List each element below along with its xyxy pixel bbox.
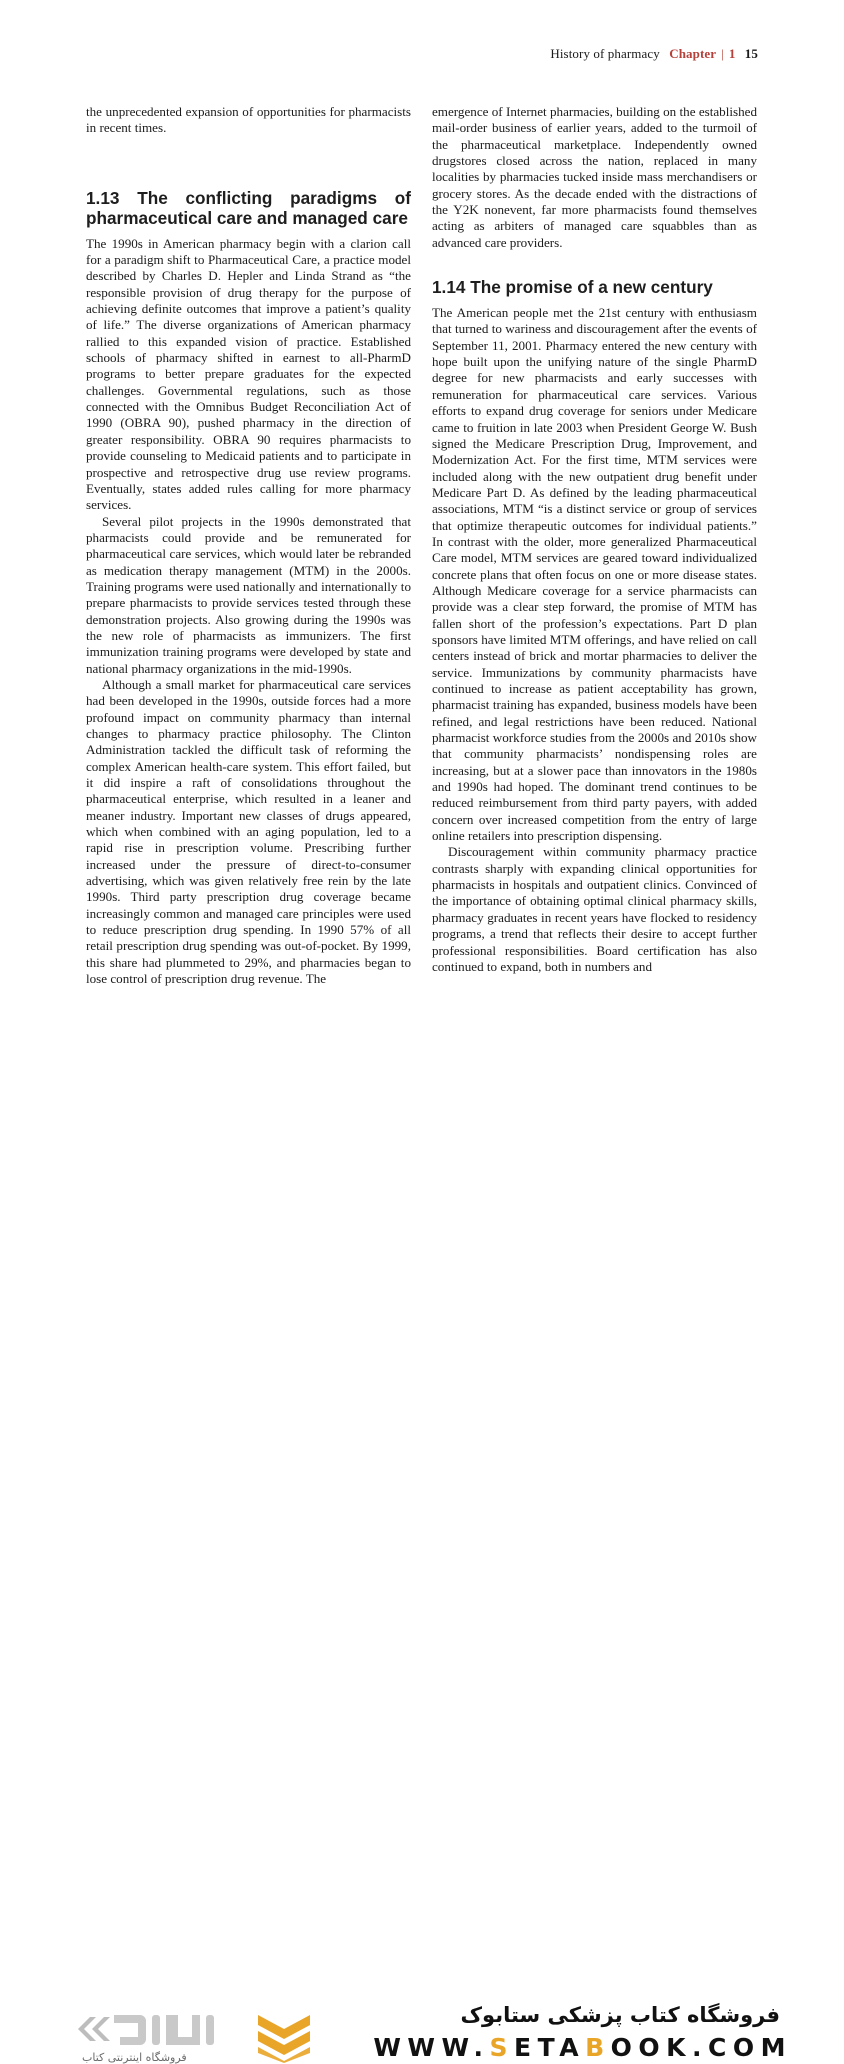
url-highlight: S <box>489 2033 515 2062</box>
paragraph: emergence of Internet pharmacies, building on the established mail-order business of earlier years, added to the turmoil of the pharmaceutical marketplace. Independently owned drugstores closed across the nation, replaced in many localities by pharmacies tucked inside mass merchandisers or grocery stores. As the decade ended with the distractions of the Y2K nonevent, far more pharmacists found themselves acting as arbiters of managed care squabbles than as advanced care providers. <box>432 104 757 250</box>
section-heading-1-13: 1.13 The conflicting paradigms of pharmaceutical care and managed care <box>86 187 411 228</box>
url-highlight: B <box>585 2033 611 2062</box>
paragraph: The 1990s in American pharmacy begin with a clarion call for a paradigm shift to Pharmaceutical Care, a practice model described by Charles D. Hepler and Linda Strand as “the responsible provision of drug therapy for the purpose of achieving definite outcomes that improve a patient’s quality of life.” The diverse organizations of American pharmacy rallied to this expanded vision of practice. Established schools of pharmacy shifted in earnest to all-PharmD programs to better prepare graduates for the expected challenges. Governmental regulations, such as those connected with the Omnibus Budget Reconciliation Act of 1990 (OBRA 90), pushed pharmacy in the direction of greater responsibility. OBRA 90 requires pharmacists to provide counseling to Medicaid patients and to participate in prospective and retrospective drug use review programs. Eventually, states added rules calling for more pharmacy services. <box>86 235 411 513</box>
paragraph: Discouragement within community pharmacy practice contrasts sharply with expanding clinical opportunities for pharmacists in hospitals and outpatient clinics. Convinced of the importance of obtaining optimal clinical pharmacy skills, pharmacy graduates in recent years have flocked to residency programs, a trend that reflects their desire to accept further professional responsibilities. Board certification has also continued to expand, both in numbers and <box>432 844 757 974</box>
stacked-chevrons-icon <box>256 2013 312 2063</box>
paragraph: the unprecedented expansion of opportunities for pharmacists in recent times. <box>86 104 411 136</box>
paragraph: Several pilot projects in the 1990s demonstrated that pharmacists could provide and be remunerated for pharmaceutical care services, which would later be rebranded as medication therapy management (MTM) in the 2000s. Training programs were used nationally and internationally to prepare pharmacists to provide services tested through these demonstration projects. Also growing during the 1990s was the new role of pharmacists as immunizers. The first immunization training programs were developed by state and national pharmacy organizations in the mid-1990s. <box>86 513 411 676</box>
running-head <box>550 46 758 62</box>
logo-subtitle: فروشگاه اینترنتی کتاب <box>82 2051 187 2064</box>
store-name: فروشگاه کتاب پزشکی ستابوک <box>460 2003 780 2027</box>
watermark-footer <box>0 993 844 2064</box>
page-number: 15 <box>744 46 758 61</box>
left-column <box>86 104 411 988</box>
url-part: ETA <box>514 2033 586 2062</box>
store-url[interactable] <box>373 2033 792 2062</box>
url-part: OOK.COM <box>610 2033 792 2062</box>
running-head-chapter: Chapter <box>669 46 717 61</box>
book-page <box>0 0 844 1000</box>
paragraph: The American people met the 21st century with enthusiasm that turned to wariness and discouragement after the events of September 11, 2001. Pharmacy entered the new century with hope built upon the unifying nature of the single PharmD degree for new pharmacists and early successes with remuneration for pharmaceutical care services. Various efforts to expand drug coverage for seniors under Medicare came to fruition in late 2003 when President George W. Bush signed the Medicare Prescription Drug, Improvement, and Modernization Act. For the first time, MTM services were included along with the new outpatient drug benefit under Medicare Part D. As defined by the leading pharmaceutical associations, MTM “is a distinct service or group of services that optimize therapeutic outcomes for individual patients.” In contrast with the older, more generalized Pharmaceutical Care model, MTM services are geared toward individualized concrete plans that often focus on one or more disease states. Although Medicare coverage for a service pharmacists can provide was a clear step forward, the promise of MTM has fallen short of the profession’s expectations. Part D plan sponsors have limited MTM offerings, and have relied on call centers instead of brick and mortar pharmacies to deliver the service. Immunizations by community pharmacists have continued to increase as patient acceptability has grown, pharmacist training has expanded, business models have been refined, and legal restrictions have been reduced. National pharmacist workforce studies from the 2000s and 2010s show that community pharmacists’ nondispensing roles are increasing, but at a slower pace than innovators in the 1980s and 1990s had hoped. The dominant trend continues to be reduced reimbursement from third party payers, with added concern over increased competition from the entry of large online retailers into prescription dispensing. <box>432 305 757 844</box>
running-head-chapter-number: 1 <box>728 46 736 61</box>
url-part: WWW. <box>373 2033 490 2062</box>
right-column <box>432 104 757 975</box>
running-head-title: History of pharmacy <box>550 46 660 61</box>
running-head-separator: | <box>721 46 724 61</box>
section-heading-1-14: 1.14 The promise of a new century <box>432 277 713 298</box>
paragraph: Although a small market for pharmaceutical care services had been developed in the 1990s, outside forces had a more profound impact on community pharmacy than internal changes to pharmacy practice philosophy. The Clinton Administration tackled the difficult task of reforming the complex American health-care system. This effort failed, but it did inspire a raft of consolidations throughout the pharmaceutical enterprise, which resulted in a leaner and meaner industry. Important new classes of drugs appeared, which when combined with an aging population, led to a rapid rise in prescription volume. Prescribing further increased under the pressure of direct-to-consumer advertising, which was given relatively free rein by the late 1990s. Third party prescription drug coverage became increasingly common and managed care principles were used to reduce prescription drug spending. In 1990 57% of all retail prescription drug spending was out-of-pocket. By 1999, this share had plummeted to 29%, and pharmacies began to lose control of prescription drug revenue. The <box>86 676 411 987</box>
